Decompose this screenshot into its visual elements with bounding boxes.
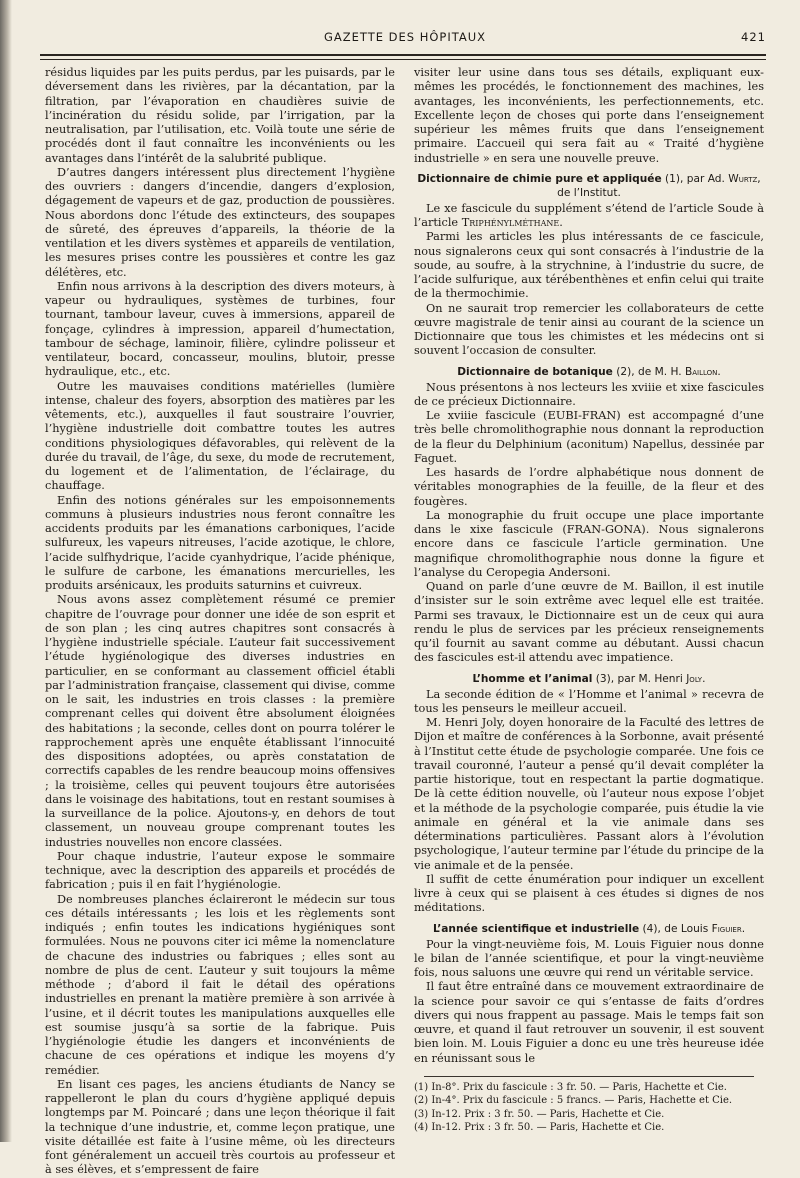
paragraph: Pour la vingt-neuvième fois, M. Louis Figuier nous donne le bilan de l’année scientifique, et pour la vingt-neuvième fois, nous saluons une œuvre qui rend un véritable service. xyxy=(414,937,764,979)
paragraph: Les hasards de l’ordre alphabétique nous donnent de véritables monographies de la feuille, de la fleur et des fougères. xyxy=(414,466,764,508)
journal-title: GAZETTE DES HÔPITAUX xyxy=(323,30,487,44)
review-heading-annee-scientifique: L’année scientifique et industrielle (4), de Louis Figuier. xyxy=(432,922,746,935)
review-title: L’homme et l’animal xyxy=(472,672,593,685)
review-title: Dictionnaire de chimie pure et appliquée xyxy=(417,172,662,185)
paragraph: La seconde édition de « l’Homme et l’animal » recevra de tous les penseurs le meilleur accueil. xyxy=(414,687,764,715)
paragraph: D’autres dangers intéressent plus directement l’hygiène des ouvriers : dangers d’incendie, dangers d’explosion, dégagement de vapeurs et de gaz, production de poussières. Nous abordons donc l’étude des extincteurs, des soupapes de sûreté, des épreuves d’appareils, la théorie de la ventilation et les divers systèmes et appareils de ventilation, les mesures prises contre les poussières et contre les gaz délétères, etc. xyxy=(45,165,395,279)
footnote: (4) In-12. Prix : 3 fr. 50. — Paris, Hachette et Cie. xyxy=(414,1121,665,1133)
page-binding-edge xyxy=(0,0,12,1142)
review-heading-homme-animal: L’homme et l’animal (3), par M. Henri Joly. xyxy=(472,672,706,685)
footnotes xyxy=(414,1081,764,1135)
paragraph: Le xviiie fascicule (EUBI-FRAN) est accompagné d’une très belle chromolithographie nous donnant la reproduction de la fleur du Delphinium (aconitum) Napellus, dessinée par Faguet. xyxy=(414,409,764,465)
review-heading-chimie: Dictionnaire de chimie pure et appliquée (1), par Ad. Wurtz, de l’Institut. xyxy=(417,172,761,199)
paragraph: Il suffit de cette énumération pour indiquer un excellent livre à ceux qui se plaisent à ces études si dignes de nos méditations. xyxy=(414,872,764,915)
footnote: (2) In-4°. Prix du fascicule : 5 francs. — Paris, Hachette et Cie. xyxy=(414,1095,733,1107)
paragraph: M. Henri Joly, doyen honoraire de la Faculté des lettres de Dijon et maître de conférences à la Sorbonne, avait présenté à l’Institut cette étude de psychologie comparée. Une fois ce travail couronné, l’auteur a pensé qu’il devait compléter la partie historique, tout en respectant la partie dogmatique. De là cette édition nouvelle, où l’auteur nous expose l’objet et la méthode de la psychologie comparée, puis étudie la vie animale en général et la vie animale dans ses déterminations particulières. Passant alors à l’évolution psychologique, l’auteur termine par l’étude du principe de la vie animale et de la pensée. xyxy=(414,716,764,872)
paragraph: Il faut être entraîné dans ce mouvement extraordinaire de la science pour savoir ce qui s’entasse de faits d’ordres divers qui nous frappent au passage. Mais le temps fait son œuvre, et quand il faut retrouver un souvenir, il est souvent bien loin. M. Louis Figuier a donc eu une très heureuse idée en réunissant sous le xyxy=(414,980,764,1065)
left-column xyxy=(45,66,395,1178)
review-author: Baillon xyxy=(684,365,718,378)
page-header xyxy=(40,30,770,52)
paragraph: Quand on parle d’une œuvre de M. Baillon, il est inutile d’insister sur le soin extrême avec lequel elle est traitée. Parmi ses travaux, le Dictionnaire est un de ceux qui aura rendu le plus de services par les précieux renseignements qu’il fournit au savant comme au débutant. Aussi chacun des fascicules est-il attendu avec impatience. xyxy=(414,580,764,665)
paragraph: résidus liquides par les puits perdus, par les puisards, par le déversement dans les rivières, par la décantation, par la filtration, par l’évaporation en chaudières suivie de l’incinération du résidu solide, par l’irrigation, par la neutralisation, par l’utilisation, etc. Voilà toute une série de procédés dont il faut connaître les inconvénients ou les avantages dans l’intérêt de la salubrité publique. xyxy=(45,66,395,165)
footnote-rule xyxy=(424,1076,754,1077)
page-number: 421 xyxy=(741,30,766,44)
right-column xyxy=(414,66,764,1134)
paragraph: De nombreuses planches éclaireront le médecin sur tous ces détails intéressants ; les lois et les règlements sont indiqués ; enfin toutes les indications hygiéniques sont formulées. Nous ne pouvons citer ici même la nomenclature de chacune des industries ou fabriques ; elles sont au nombre de plus de cent. L’auteur y suit toujours la même méthode ; d’abord il fait le détail des opérations industrielles en prenant la matière première à son arrivée à l’usine, et il décrit toutes les manipulations auxquelles elle est soumise jusqu’à sa sortie de la fabrique. Puis l’hygiénologie étudie les dangers et inconvénients de chacune de ces opérations et indique les moyens d’y remédier. xyxy=(45,892,395,1077)
review-heading-botanique: Dictionnaire de botanique (2), de M. H. Baillon. xyxy=(457,365,721,378)
paragraph: Pour chaque industrie, l’auteur expose le sommaire technique, avec la description des appareils et procédés de fabrication ; puis il en fait l’hygiénologie. xyxy=(45,849,395,892)
paragraph: Nous présentons à nos lecteurs les xviiie et xixe fascicules de ce précieux Dictionnaire. xyxy=(414,380,764,408)
header-rule-thin xyxy=(40,59,766,60)
review-author: Wurtz xyxy=(728,172,758,185)
paragraph: On ne saurait trop remercier les collaborateurs de cette œuvre magistrale de tenir ainsi au courant de la science un Dictionnaire que tous les chimistes et les médecins ont si souvent l’occasion de consulter. xyxy=(414,301,764,358)
paragraph: Enfin nous arrivons à la description des divers moteurs, à vapeur ou hydrauliques, systèmes de turbines, four tournant, tambour laveur, cuves à immersions, appareil de fonçage, cylindres à impression, appareil d’humectation, tambour de séchage, laminoir, filière, cylindre polisseur et ventilateur, bocard, concasseur, moulins, blutoir, presse hydraulique, etc., etc. xyxy=(45,279,395,379)
paragraph: Enfin des notions générales sur les empoisonnements communs à plusieurs industries nous feront connaître les accidents produits par les émanations carboniques, l’acide sulfureux, les vapeurs nitreuses, l’acide azotique, le chlore, l’acide sulfhydrique, l’acide cyanhydrique, l’acide phénique, le sulfure de carbone, les émanations mercurielles, les produits arsénicaux, les produits saturnins et cuivreux. xyxy=(45,493,395,592)
footnote: (1) In-8°. Prix du fascicule : 3 fr. 50. — Paris, Hachette et Cie. xyxy=(414,1081,727,1093)
paragraph: Nous avons assez complètement résumé ce premier chapitre de l’ouvrage pour donner une idée de son esprit et de son plan ; les cinq autres chapitres sont consacrés à l’hygiène industrielle spéciale. L’auteur fait successivement l’étude hygiénologique des diverses industries en particulier, en se conformant au classement officiel établi par l’administration française, classement qui divise, comme on le sait, les industries en trois classes : la première comprenant celles qui doivent être absolument éloignées des habitations ; la seconde, celles dont on pourra tolérer le rapprochement après une enquête établissant l’innocuité des dispositions adoptées, ou après constatation de correctifs capables de les rendre beaucoup moins offensives ; la troisième, celles qui peuvent toujours être autorisées dans le voisinage des habitations, tout en restant soumises à la surveillance de la police. Ajoutons-y, en dehors de tout classement, un nouveau groupe comprenant toutes les industries nouvelles non encore classées. xyxy=(45,593,395,849)
paragraph: Outre les mauvaises conditions matérielles (lumière intense, chaleur des foyers, absorption des matières par les vêtements, etc.), auxquelles il faut soustraire l’ouvrier, l’hygiène industrielle doit combattre toutes les autres conditions physiologiques défavorables, qui relèvent de la durée du travail, de l’âge, du sexe, du mode de recrutement, du logement et de l’alimentation, de l’éclairage, du chauffage. xyxy=(45,379,395,493)
review-author: Figuier xyxy=(711,922,742,935)
paragraph: En lisant ces pages, les anciens étudiants de Nancy se rappelleront le plan du cours d’hygiène appliqué depuis longtemps par M. Poincaré ; dans une leçon théorique il fait la technique d’une industrie, et, comme leçon pratique, une visite détaillée est faite à l’usine même, où les directeurs font généralement un accueil très courtois au professeur et à ses élèves, et s’empressent de faire xyxy=(45,1077,395,1177)
review-title: Dictionnaire de botanique xyxy=(457,365,613,378)
paragraph: visiter leur usine dans tous ses détails, expliquant eux-mêmes les procédés, le fonctionnement des machines, les avantages, les inconvénients, les perfectionnements, etc. Excellente leçon de choses qui porte dans l’enseignement supérieur les mêmes fruits que dans l’enseignement primaire. L’accueil qui sera fait au « Traité d’hygiène industrielle » en sera une nouvelle preuve. xyxy=(414,66,764,165)
review-author: Joly xyxy=(686,672,703,685)
paragraph: Le xe fascicule du supplément s’étend de l’article Soude à l’article Triphénylméthane. xyxy=(414,201,764,229)
paragraph: La monographie du fruit occupe une place importante dans le xixe fascicule (FRAN-GONA). Nous signalerons encore dans ce fascicule l’article germination. Une magnifique chromolithographie nous donne la figure et l’analyse du Ceropegia Andersoni. xyxy=(414,508,764,579)
header-rule xyxy=(40,54,766,56)
paragraph: Parmi les articles les plus intéressants de ce fascicule, nous signalerons ceux qui sont consacrés à l’industrie de la soude, au soufre, à la strychnine, à l’industrie du sucre, de l’acide sulfurique, aux térébenthènes et enfin celui qui traite de la thermochimie. xyxy=(414,230,764,301)
footnote: (3) In-12. Prix : 3 fr. 50. — Paris, Hachette et Cie. xyxy=(414,1108,665,1120)
review-title: L’année scientifique et industrielle xyxy=(432,922,640,935)
